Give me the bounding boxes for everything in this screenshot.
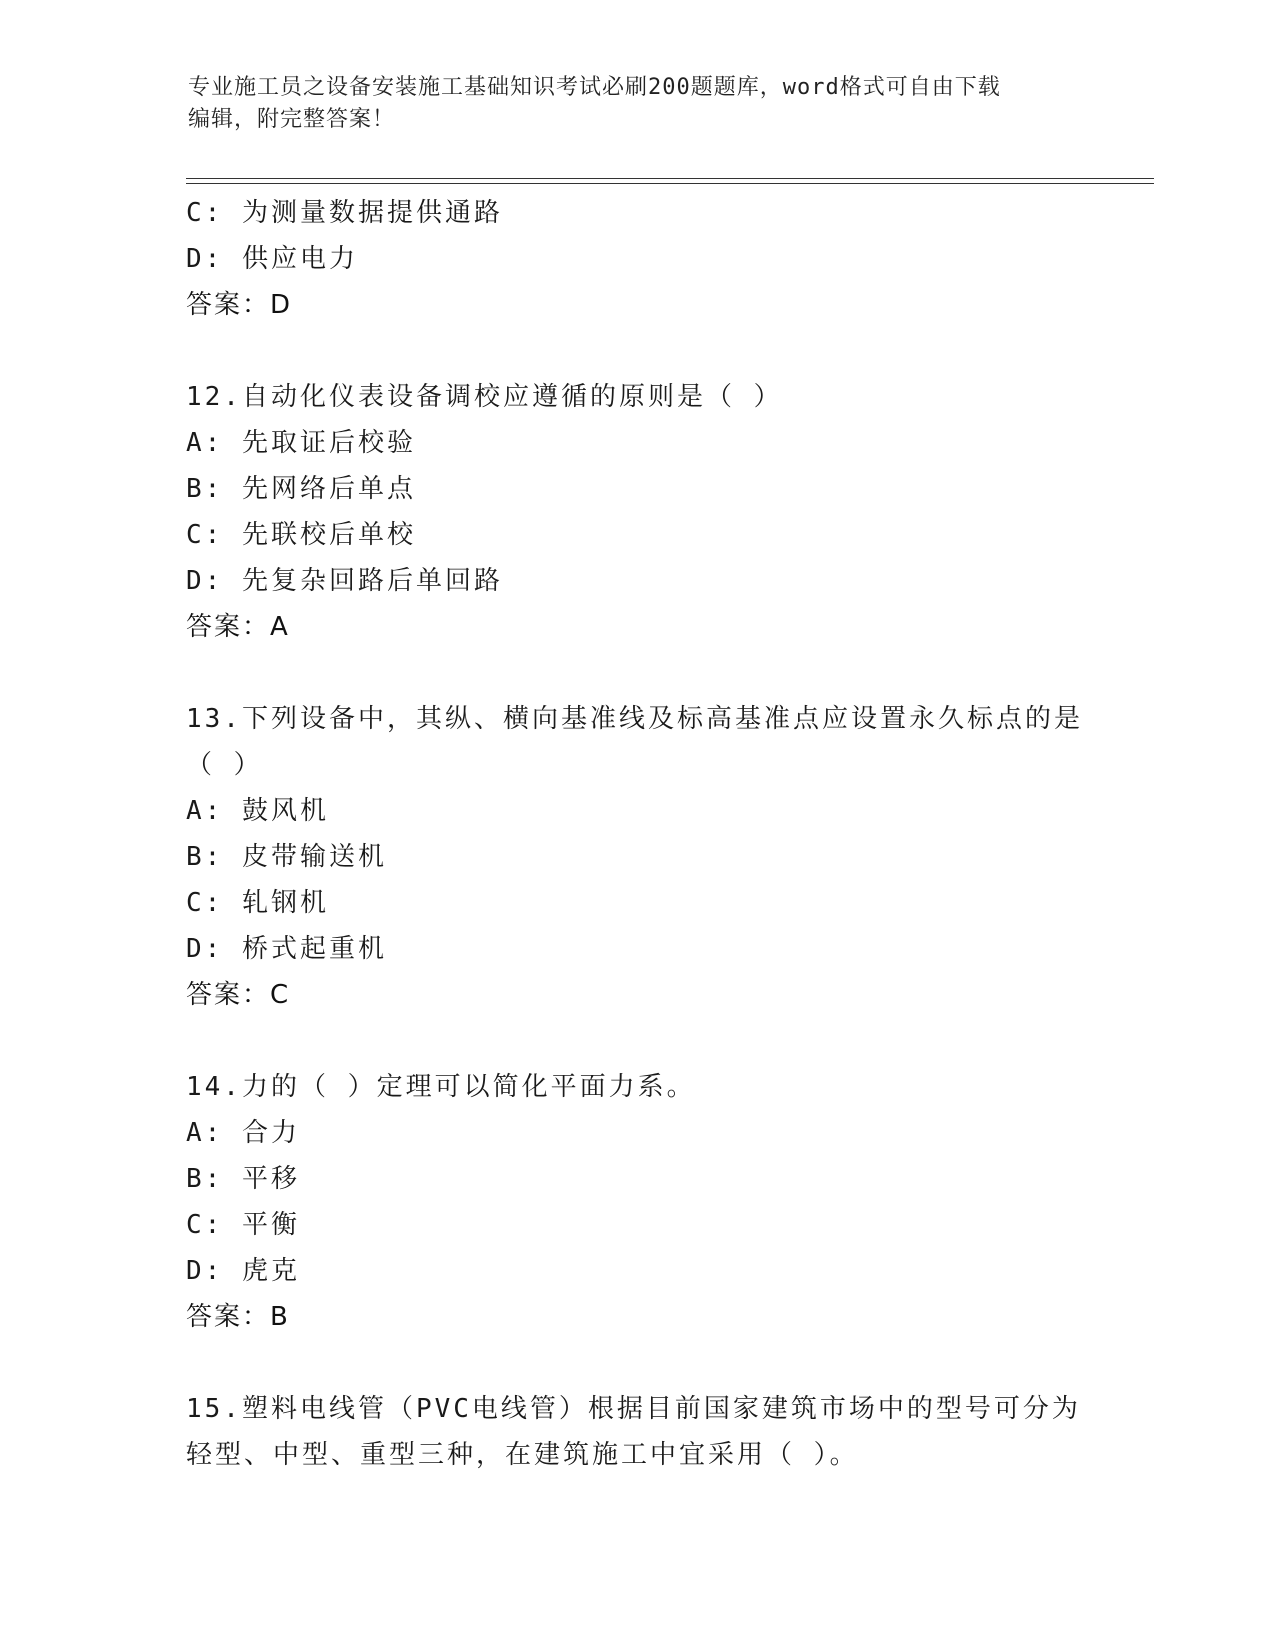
spacer: [186, 650, 1086, 696]
q11-option-d: D: 供应电力: [186, 244, 358, 274]
q13-title-line-2: （ ）: [186, 750, 263, 780]
question-14: [186, 1064, 1086, 1340]
q13-answer: 答案：C: [186, 980, 291, 1010]
header-divider-bottom: [186, 183, 1154, 184]
q13-option-c: C: 轧钢机: [186, 888, 329, 918]
q14-title: 14.力的（ ）定理可以简化平面力系。: [186, 1072, 696, 1102]
spacer: [186, 1018, 1086, 1064]
q12-option-d: D: 先复杂回路后单回路: [186, 566, 503, 596]
q13-option-a: A: 鼓风机: [186, 796, 329, 826]
document-header: [188, 72, 1068, 136]
spacer: [186, 328, 1086, 374]
q11-option-c: C: 为测量数据提供通路: [186, 198, 503, 228]
header-line-2: 编辑，附完整答案！: [188, 107, 396, 132]
q14-option-a: A: 合力: [186, 1118, 300, 1148]
question-11: [186, 190, 1086, 328]
header-line-1: 专业施工员之设备安装施工基础知识考试必刷200题题库，word格式可自由下载: [188, 75, 1001, 100]
q13-option-b: B: 皮带输送机: [186, 842, 387, 872]
header-divider-top: [186, 178, 1154, 179]
q14-option-d: D: 虎克: [186, 1256, 300, 1286]
q12-title: 12.自动化仪表设备调校应遵循的原则是（ ）: [186, 382, 783, 412]
question-15: [186, 1386, 1086, 1478]
q13-title-line-1: 13.下列设备中，其纵、横向基准线及标高基准点应设置永久标点的是: [186, 704, 1083, 734]
question-13: [186, 696, 1086, 1018]
q14-option-b: B: 平移: [186, 1164, 300, 1194]
q12-option-c: C: 先联校后单校: [186, 520, 416, 550]
q14-option-c: C: 平衡: [186, 1210, 300, 1240]
q13-option-d: D: 桥式起重机: [186, 934, 387, 964]
q12-option-a: A: 先取证后校验: [186, 428, 416, 458]
q15-title-line-1: 15.塑料电线管（PVC电线管）根据目前国家建筑市场中的型号可分为: [186, 1394, 1081, 1424]
q11-answer: 答案：D: [186, 290, 293, 320]
q14-answer: 答案：B: [186, 1302, 290, 1332]
question-12: [186, 374, 1086, 650]
spacer: [186, 1340, 1086, 1386]
q12-option-b: B: 先网络后单点: [186, 474, 416, 504]
q15-title-line-2: 轻型、中型、重型三种，在建筑施工中宜采用（ ）。: [186, 1440, 859, 1470]
question-list: [186, 190, 1086, 1478]
q12-answer: 答案：A: [186, 612, 290, 642]
